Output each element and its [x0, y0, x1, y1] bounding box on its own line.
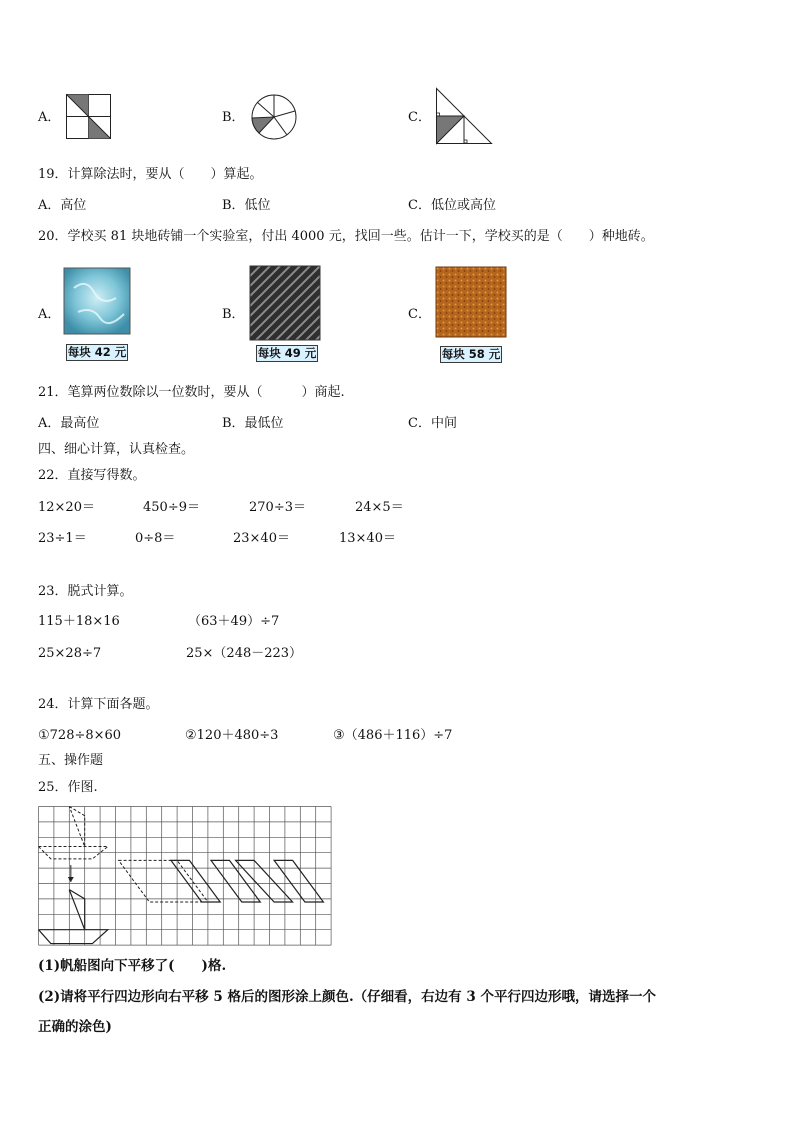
q20-tile-c-price: 每块 58 元 — [441, 347, 501, 361]
q19-option-b: B．低位 — [222, 198, 271, 213]
q25-sub2-line1: (2)请将平行四边形向右平移 5 格后的图形涂上颜色.（仔细看，右边有 3 个平行四边形哦，请选择一个 — [38, 989, 656, 1005]
q18-figure-b — [251, 94, 299, 142]
q18-figure-c — [436, 88, 496, 146]
q20-option-c-label: C． — [408, 307, 431, 322]
q18-figure-a — [66, 94, 112, 140]
q23-stem: 23．脱式计算。 — [38, 584, 133, 599]
q23-item: （63＋49）÷7 — [188, 614, 280, 629]
q25-sub1: (1)帆船图向下平移了( )格. — [38, 958, 227, 974]
q19-option-a: A．高位 — [38, 198, 87, 213]
q25-stem: 25．作图. — [38, 780, 98, 795]
q24-stem: 24．计算下面各题。 — [38, 697, 159, 712]
q23-item: 25×28÷7 — [38, 646, 102, 661]
q18-option-b-label: B． — [222, 110, 245, 125]
q24-item: ①728÷8×60 — [38, 728, 122, 743]
q20-option-b-label: B． — [222, 307, 245, 322]
q23-item: 115＋18×16 — [38, 614, 120, 629]
q22-item: 450÷9＝ — [143, 500, 200, 515]
q22-item: 12×20＝ — [38, 500, 95, 515]
q21-option-a: A．最高位 — [38, 416, 100, 431]
q20-tile-a-image — [64, 268, 132, 336]
q20-option-a-label: A． — [38, 307, 61, 322]
q22-item: 0÷8＝ — [135, 531, 176, 546]
q22-item: 23×40＝ — [233, 531, 290, 546]
q21-option-b: B．最低位 — [222, 416, 284, 431]
q20-tile-c-image — [436, 267, 508, 339]
q21-stem: 21．笔算两位数除以一位数时，要从（ ）商起. — [38, 385, 345, 400]
q22-stem: 22．直接写得数。 — [38, 468, 146, 483]
section-4-heading: 四、细心计算，认真检查。 — [38, 442, 195, 457]
section-5-heading: 五、操作题 — [38, 753, 104, 768]
q25-grid-figure — [38, 806, 340, 946]
q24-item: ③（486＋116）÷7 — [333, 728, 453, 743]
q18-option-a-label: A． — [38, 110, 61, 125]
q18-option-c-label: C． — [408, 110, 431, 125]
q22-item: 23÷1＝ — [38, 531, 87, 546]
q19-option-c: C．低位或高位 — [408, 198, 496, 213]
q20-tile-a-price: 每块 42 元 — [67, 345, 127, 359]
q25-sub2-line2: 正确的涂色) — [38, 1019, 112, 1035]
q19-stem: 19．计算除法时，要从（ ）算起。 — [38, 167, 263, 182]
q23-item: 25×（248－223） — [186, 646, 303, 661]
q22-item: 13×40＝ — [339, 531, 396, 546]
q20-tile-b-price: 每块 49 元 — [257, 346, 317, 360]
q22-item: 270÷3＝ — [249, 500, 306, 515]
q24-item: ②120＋480÷3 — [185, 728, 279, 743]
q21-option-c: C．中间 — [408, 416, 457, 431]
q22-item: 24×5＝ — [355, 500, 404, 515]
q20-tile-b-image — [250, 266, 322, 342]
q20-stem: 20．学校买 81 块地砖铺一个实验室，付出 4000 元，找回一些。估计一下，学校买的是（ ）种地砖。 — [38, 229, 654, 244]
